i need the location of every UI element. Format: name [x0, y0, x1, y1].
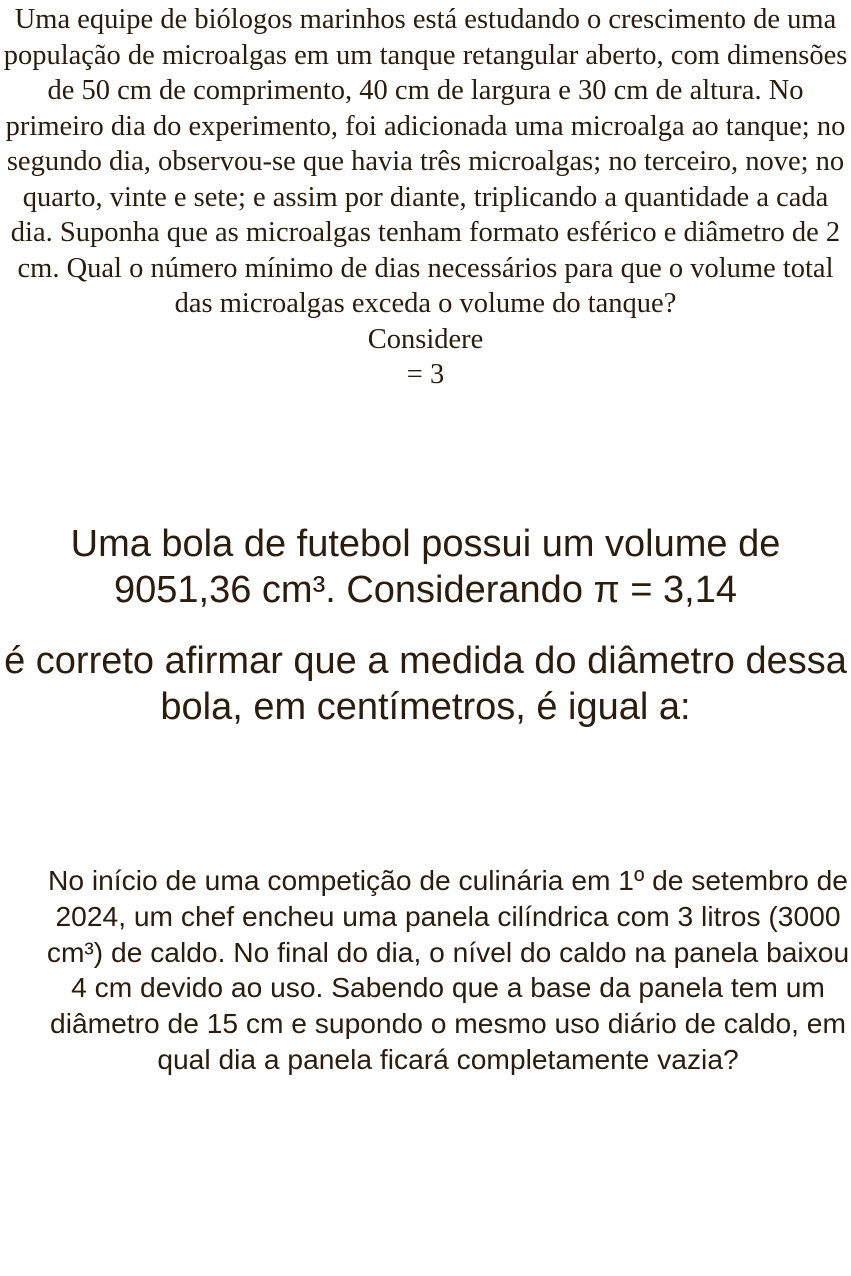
question-2-line-2: é correto afirmar que a medida do diâmetro dessa bola, em centímetros, é igual a: [4, 640, 847, 728]
question-1-consider-value: = 3 [406, 359, 445, 390]
question-1-consider-label: Considere [367, 323, 484, 355]
question-3-text: No início de uma competição de culinária em 1º de setembro de 2024, um chef encheu uma panela cilíndrica com 3 litros (3000 cm³) de caldo. No final do dia, o nível do caldo na panela baixou 4 cm devido ao uso. Sabendo que a base da panela tem um diâmetro de 15 cm e supondo o mesmo uso diário de caldo, em qual dia a panela ficará completamente vazia? [46, 864, 850, 1075]
question-1-text: Uma equipe de biólogos marinhos está estudando o crescimento de uma população de microalgas em um tanque retangular aberto, com dimensões de 50 cm de comprimento, 40 cm de largura e 30 cm de altura. No primeiro dia do experimento, foi adicionada uma microalga ao tanque; no segundo dia, observou-se que havia três microalgas; no terceiro, nove; no quarto, vinte e sete; e assim por diante, triplicando a quantidade a cada dia. Suponha que as microalgas tenham formato esférico e diâmetro de 2 cm. Qual o número mínimo de dias necessários para que o volume total das microalgas exceda o volume do tanque? [3, 4, 848, 319]
question-2-line-1: Uma bola de futebol possui um volume de 9051,36 cm³. Considerando π = 3,14 [70, 523, 781, 611]
question-2 [0, 521, 851, 730]
question-1 [0, 2, 851, 393]
question-3 [42, 863, 851, 1078]
